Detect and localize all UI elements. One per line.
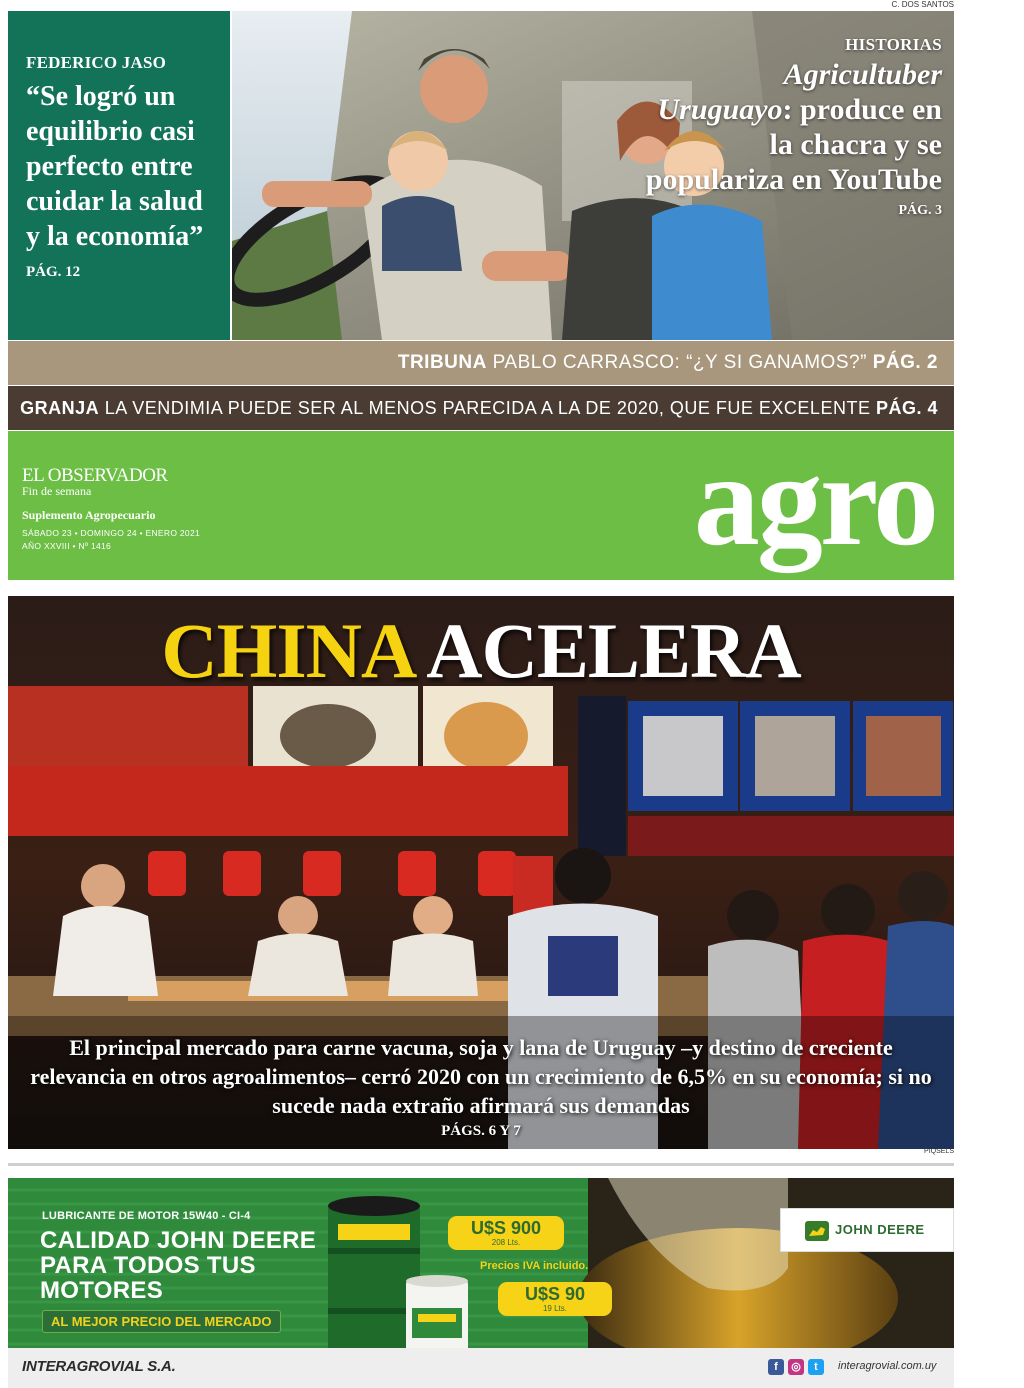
china-headline (8, 606, 954, 696)
ad-price-drum (448, 1216, 564, 1250)
granja-teaser-bar[interactable] (8, 386, 954, 430)
tribuna-text: PABLO CARRASCO: “¿Y SI GANAMOS?” (492, 352, 867, 373)
facebook-icon[interactable]: f (768, 1359, 784, 1375)
john-deere-logo-box[interactable] (780, 1208, 954, 1252)
ad-website-link[interactable]: interagrovial.com.uy (838, 1360, 937, 1372)
granja-text: LA VENDIMIA PUEDE SER AL MENOS PARECIDA A LA DE 2020, QUE FUE EXCELENTE (104, 398, 871, 418)
historias-label: HISTORIAS (845, 35, 942, 54)
ad-company-name: INTERAGROVIAL S.A. (22, 1358, 176, 1375)
granja-kicker: GRANJA (20, 398, 100, 418)
photo-credit-china: PIQSELS (924, 1148, 954, 1155)
historias-story-teaser[interactable] (642, 35, 942, 219)
granja-page-ref: PÁG. 4 (875, 398, 938, 418)
ad-kicker: LUBRICANTE DE MOTOR 15W40 - CI-4 (42, 1210, 251, 1222)
supplement-label: Suplemento Agropecuario (22, 508, 156, 522)
ad-price-pail-size: 19 Lts. (542, 1304, 567, 1313)
jaso-quote: “Se logró un equilibrio casi perfecto entre cuidar la salud y la economía” (26, 81, 204, 252)
ad-iva-note: Precios IVA incluido. (480, 1260, 589, 1272)
ad-footer (8, 1348, 954, 1388)
ad-price-drum-size: 208 Lts. (491, 1238, 521, 1247)
john-deere-advertisement[interactable] (8, 1178, 954, 1388)
twitter-icon[interactable]: t (808, 1359, 824, 1375)
issue-date: SÁBADO 23 • DOMINGO 24 • ENERO 2021 (22, 528, 201, 538)
tribuna-page-ref: PÁG. 2 (872, 352, 938, 373)
masthead (8, 426, 954, 580)
ad-cta-badge: AL MEJOR PRECIO DEL MERCADO (42, 1310, 281, 1333)
tribuna-kicker: TRIBUNA (397, 352, 487, 373)
jaso-interview-box[interactable] (8, 11, 230, 340)
ad-price-pail-value: U$S 90 (524, 1284, 586, 1304)
china-headline-word1: CHINA (161, 607, 413, 694)
china-page-ref: PÁGS. 6 Y 7 (441, 1123, 521, 1139)
hero-photo-family-tractor[interactable] (232, 11, 954, 340)
china-description: El principal mercado para carne vacuna, soja y lana de Uruguay –y destino de creciente relevancia en otros agroalimentos– cerró 2020 con un crecimiento de 6,5% en su economía; si no sucede nada extraño afirmará sus demandas (30, 1035, 932, 1118)
deer-logo-icon (805, 1221, 829, 1241)
issue-number: AÑO XXVIII • Nº 1416 (22, 541, 112, 551)
china-feature[interactable] (8, 596, 954, 1149)
historias-page-ref: PÁG. 3 (898, 203, 942, 218)
ad-brand-name: JOHN DEERE (835, 1222, 925, 1237)
historias-title-italic: Agricultuber Uruguayo (657, 58, 942, 126)
historias-title (642, 57, 942, 197)
instagram-icon[interactable]: ◎ (788, 1359, 804, 1375)
tribuna-teaser-bar[interactable] (8, 341, 954, 385)
ad-title: CALIDAD JOHN DEERE PARA TODOS TUS MOTORES (40, 1227, 317, 1304)
historias-title-rest: : produce en la chacra y se populariza en YouTube (645, 93, 942, 196)
jaso-name: FEDERICO JASO (26, 53, 167, 72)
ad-price-drum-value: U$S 900 (470, 1218, 542, 1238)
photo-credit-top: C. DOS SANTOS (891, 0, 954, 9)
jaso-page-ref: PÁG. 12 (26, 264, 81, 280)
ad-price-pail (498, 1282, 612, 1316)
section-title-agro: agro (693, 426, 936, 573)
china-headline-word2: ACELERA (426, 607, 801, 694)
edition-label: Fin de semana (22, 484, 92, 498)
social-icons (768, 1358, 828, 1376)
newspaper-logo: EL OBSERVADOR (22, 465, 168, 486)
section-divider (8, 1163, 954, 1166)
